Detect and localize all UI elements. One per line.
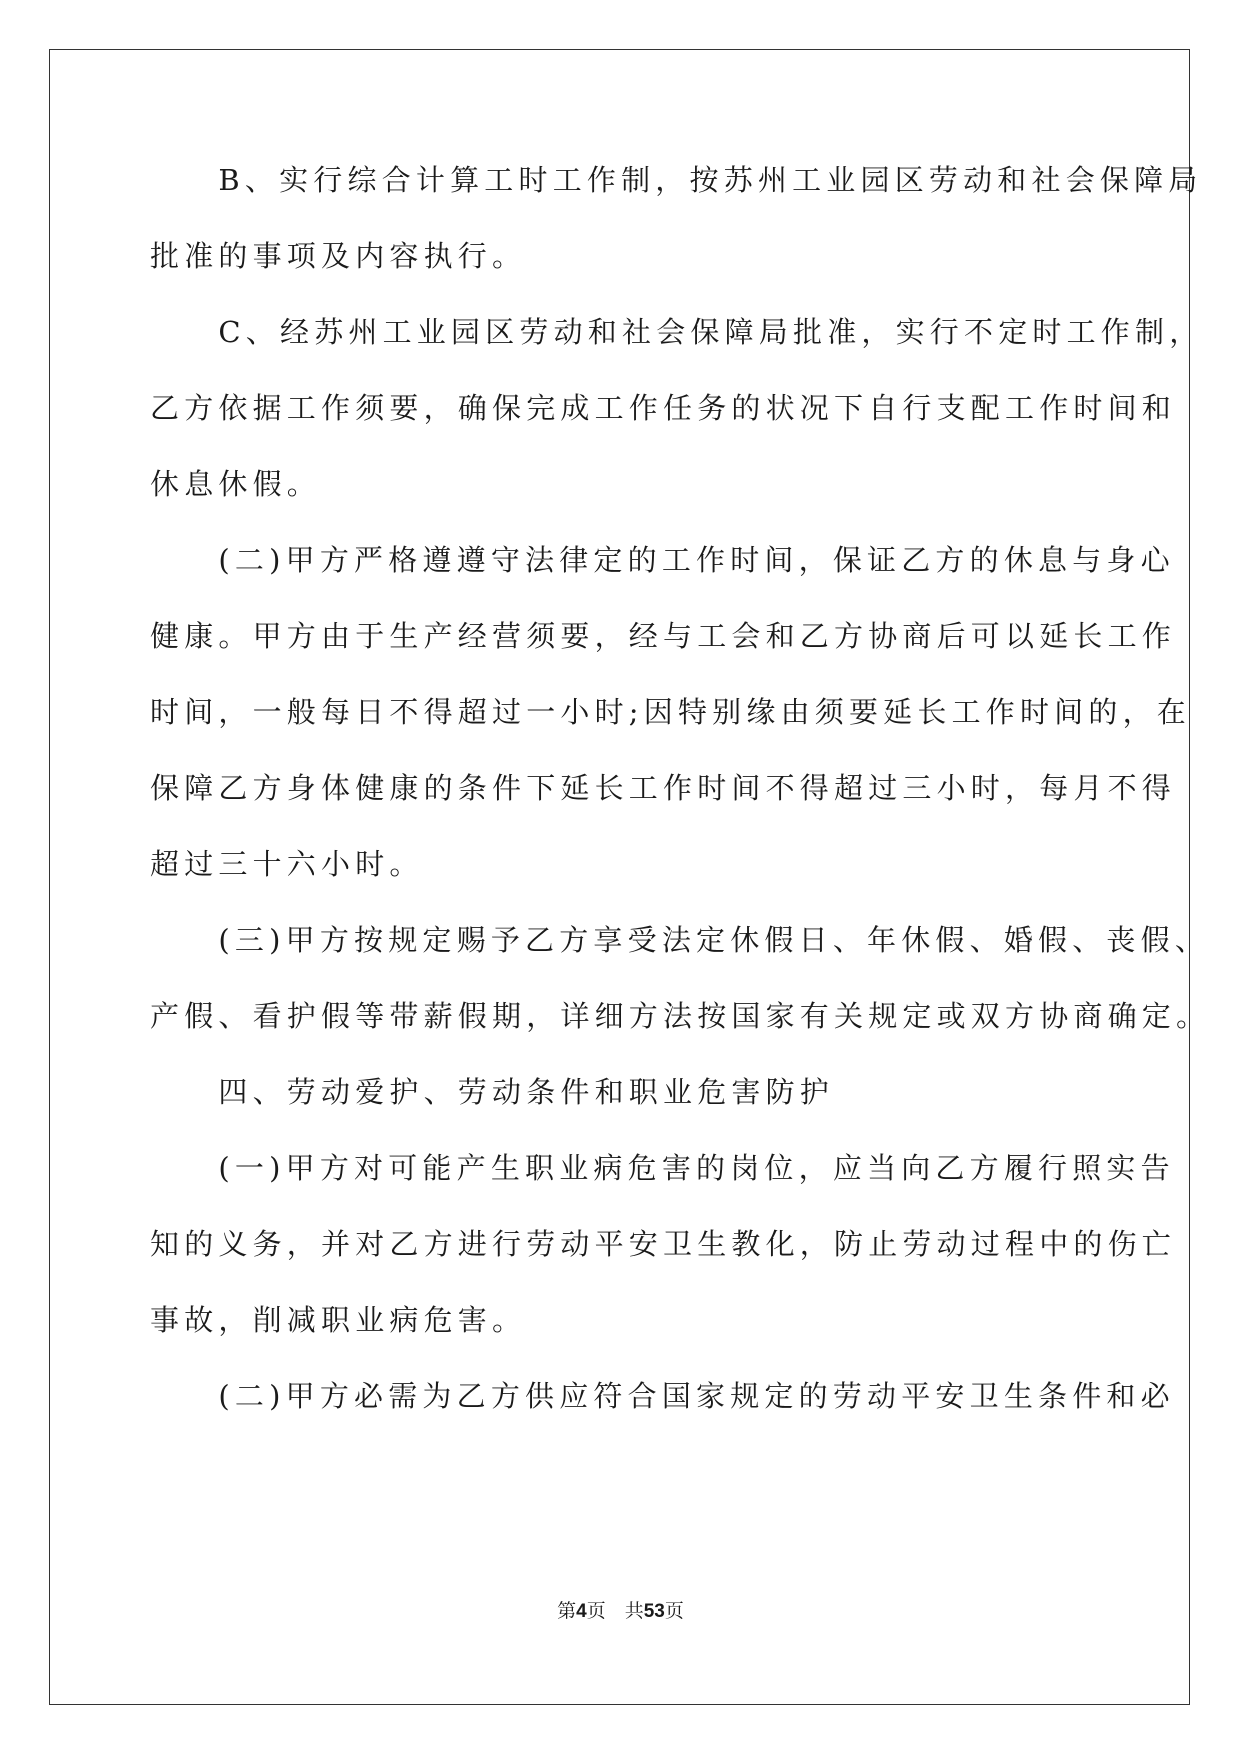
- footer-page-suffix: 页: [586, 1600, 606, 1622]
- text-line: 健康。甲方由于生产经营须要，经与工会和乙方协商后可以延长工作: [150, 619, 1177, 653]
- text-line: (一)甲方对可能产生职业病危害的岗位，应当向乙方履行照实告: [150, 1151, 1175, 1185]
- text-line: 知的义务，并对乙方进行劳动平安卫生教化，防止劳动过程中的伤亡: [150, 1227, 1177, 1261]
- footer-prefix: 第: [557, 1600, 577, 1622]
- footer-total-suffix: 页: [664, 1600, 684, 1622]
- text-line: 休息休假。: [150, 467, 322, 501]
- text-line: (二)甲方必需为乙方供应符合国家规定的劳动平安卫生条件和必: [150, 1379, 1175, 1413]
- text-line: B、实行综合计算工时工作制，按苏州工业园区劳动和社会保障局: [150, 163, 1203, 197]
- text-line: 时间，一般每日不得超过一小时;因特别缘由须要延长工作时间的，在: [150, 695, 1191, 729]
- text-line: 批准的事项及内容执行。: [150, 239, 527, 273]
- section-heading: 四、劳动爱护、劳动条件和职业危害防护: [150, 1075, 835, 1109]
- footer-total-prefix: 共: [624, 1600, 644, 1622]
- text-line: 超过三十六小时。: [150, 847, 424, 881]
- text-line: (二)甲方严格遵遵守法律定的工作时间，保证乙方的休息与身心: [150, 543, 1175, 577]
- text-line: 产假、看护假等带薪假期，详细方法按国家有关规定或双方协商确定。: [150, 999, 1211, 1033]
- page-footer: [0, 1599, 1241, 1624]
- total-page-count: 53: [643, 1601, 665, 1622]
- text-line: (三)甲方按规定赐予乙方享受法定休假日、年休假、婚假、丧假、: [150, 923, 1210, 957]
- current-page-number: 4: [576, 1601, 587, 1622]
- text-line: C、经苏州工业园区劳动和社会保障局批准，实行不定时工作制，: [150, 315, 1204, 349]
- text-line: 乙方依据工作须要，确保完成工作任务的状况下自行支配工作时间和: [150, 391, 1177, 425]
- text-line: 事故，削减职业病危害。: [150, 1303, 527, 1337]
- text-line: 保障乙方身体健康的条件下延长工作时间不得超过三小时，每月不得: [150, 771, 1177, 805]
